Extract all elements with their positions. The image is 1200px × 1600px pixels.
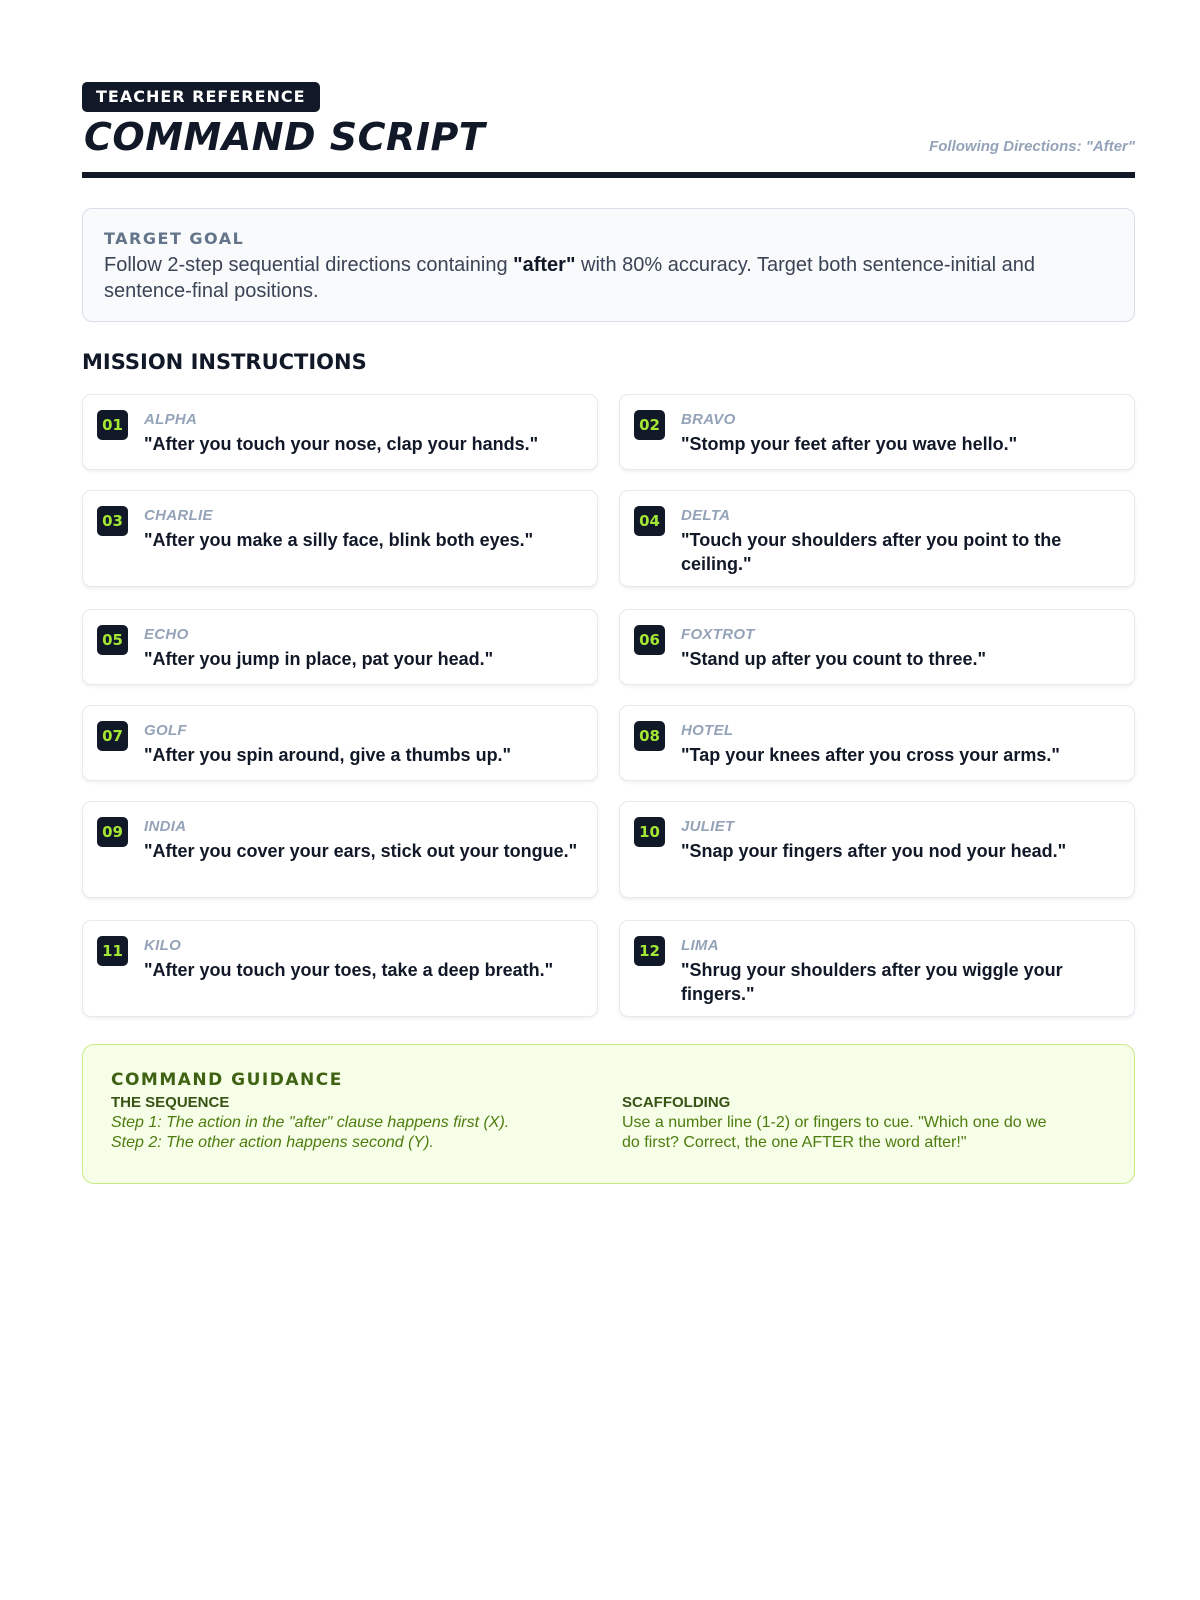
command-text: "Snap your fingers after you nod your head." <box>681 841 1067 861</box>
command-number: 10 <box>634 817 665 847</box>
command-card <box>82 920 598 1017</box>
command-card <box>82 394 598 470</box>
command-text: "After you touch your toes, take a deep breath." <box>144 960 554 980</box>
sequence-column <box>111 1093 622 1153</box>
command-number: 03 <box>97 506 128 536</box>
command-code: ALPHA <box>144 411 198 428</box>
command-code: BRAVO <box>681 411 736 428</box>
command-number: 06 <box>634 625 665 655</box>
page-title: COMMAND SCRIPT <box>84 115 486 159</box>
command-text: "After you make a silly face, blink both eyes." <box>144 530 534 550</box>
command-code: HOTEL <box>681 722 734 739</box>
command-card <box>619 920 1135 1017</box>
goal-keyword: "after" <box>513 254 576 276</box>
command-card <box>82 609 598 685</box>
command-number: 12 <box>634 936 665 966</box>
page-subtitle: Following Directions: "After" <box>929 138 1135 155</box>
target-goal-text <box>104 252 1114 304</box>
command-card <box>619 490 1135 587</box>
command-code: DELTA <box>681 507 731 524</box>
command-text: "Shrug your shoulders after you wiggle your fingers." <box>681 960 1063 1004</box>
sequence-step-1: Step 1: The action in the "after" clause happens first (X). <box>111 1114 510 1131</box>
command-code: GOLF <box>144 722 187 739</box>
sequence-heading: THE SEQUENCE <box>111 1094 230 1111</box>
target-goal-box <box>82 208 1135 322</box>
mission-instructions-heading: MISSION INSTRUCTIONS <box>82 350 367 374</box>
command-card <box>619 394 1135 470</box>
command-text: "Touch your shoulders after you point to the ceiling." <box>681 530 1062 574</box>
scaffolding-heading: SCAFFOLDING <box>622 1094 731 1111</box>
command-grid <box>82 394 1135 1039</box>
command-card <box>619 705 1135 781</box>
command-card <box>619 801 1135 898</box>
scaffolding-line-1: Use a number line (1-2) or fingers to cue. "Which one do we <box>622 1114 1047 1131</box>
scaffolding-line-2: do first? Correct, the one AFTER the word after!" <box>622 1134 967 1151</box>
command-card <box>82 705 598 781</box>
command-number: 02 <box>634 410 665 440</box>
command-card <box>619 609 1135 685</box>
command-number: 09 <box>97 817 128 847</box>
goal-text-before: Follow 2-step sequential directions containing <box>104 254 514 276</box>
scaffolding-column <box>622 1093 1102 1153</box>
command-code: LIMA <box>681 937 719 954</box>
command-code: INDIA <box>144 818 187 835</box>
command-code: FOXTROT <box>681 626 755 643</box>
header <box>82 82 1135 180</box>
command-card <box>82 801 598 898</box>
command-number: 05 <box>97 625 128 655</box>
guidance-title: COMMAND GUIDANCE <box>111 1070 343 1090</box>
teacher-reference-badge: TEACHER REFERENCE <box>82 82 320 112</box>
command-text: "After you touch your nose, clap your hands." <box>144 434 539 454</box>
command-code: JULIET <box>681 818 735 835</box>
goal-text-after: with 80% accuracy. Target both sentence-initial and sentence-final positions. <box>104 254 1035 302</box>
target-goal-label: TARGET GOAL <box>104 229 245 248</box>
command-code: KILO <box>144 937 182 954</box>
command-number: 11 <box>97 936 128 966</box>
command-card <box>82 490 598 587</box>
command-text: "Stomp your feet after you wave hello." <box>681 434 1018 454</box>
command-number: 04 <box>634 506 665 536</box>
command-guidance-box <box>82 1044 1135 1184</box>
command-text: "Tap your knees after you cross your arms." <box>681 745 1060 765</box>
guidance-columns <box>111 1093 1108 1153</box>
header-divider <box>82 172 1135 178</box>
command-text: "After you jump in place, pat your head." <box>144 649 494 669</box>
command-text: "After you spin around, give a thumbs up." <box>144 745 512 765</box>
sequence-step-2: Step 2: The other action happens second (Y). <box>111 1134 434 1151</box>
command-code: ECHO <box>144 626 189 643</box>
command-text: "Stand up after you count to three." <box>681 649 987 669</box>
command-text: "After you cover your ears, stick out your tongue." <box>144 841 578 861</box>
command-code: CHARLIE <box>144 507 213 524</box>
command-number: 01 <box>97 410 128 440</box>
command-number: 07 <box>97 721 128 751</box>
command-number: 08 <box>634 721 665 751</box>
worksheet-page <box>82 82 1135 1184</box>
